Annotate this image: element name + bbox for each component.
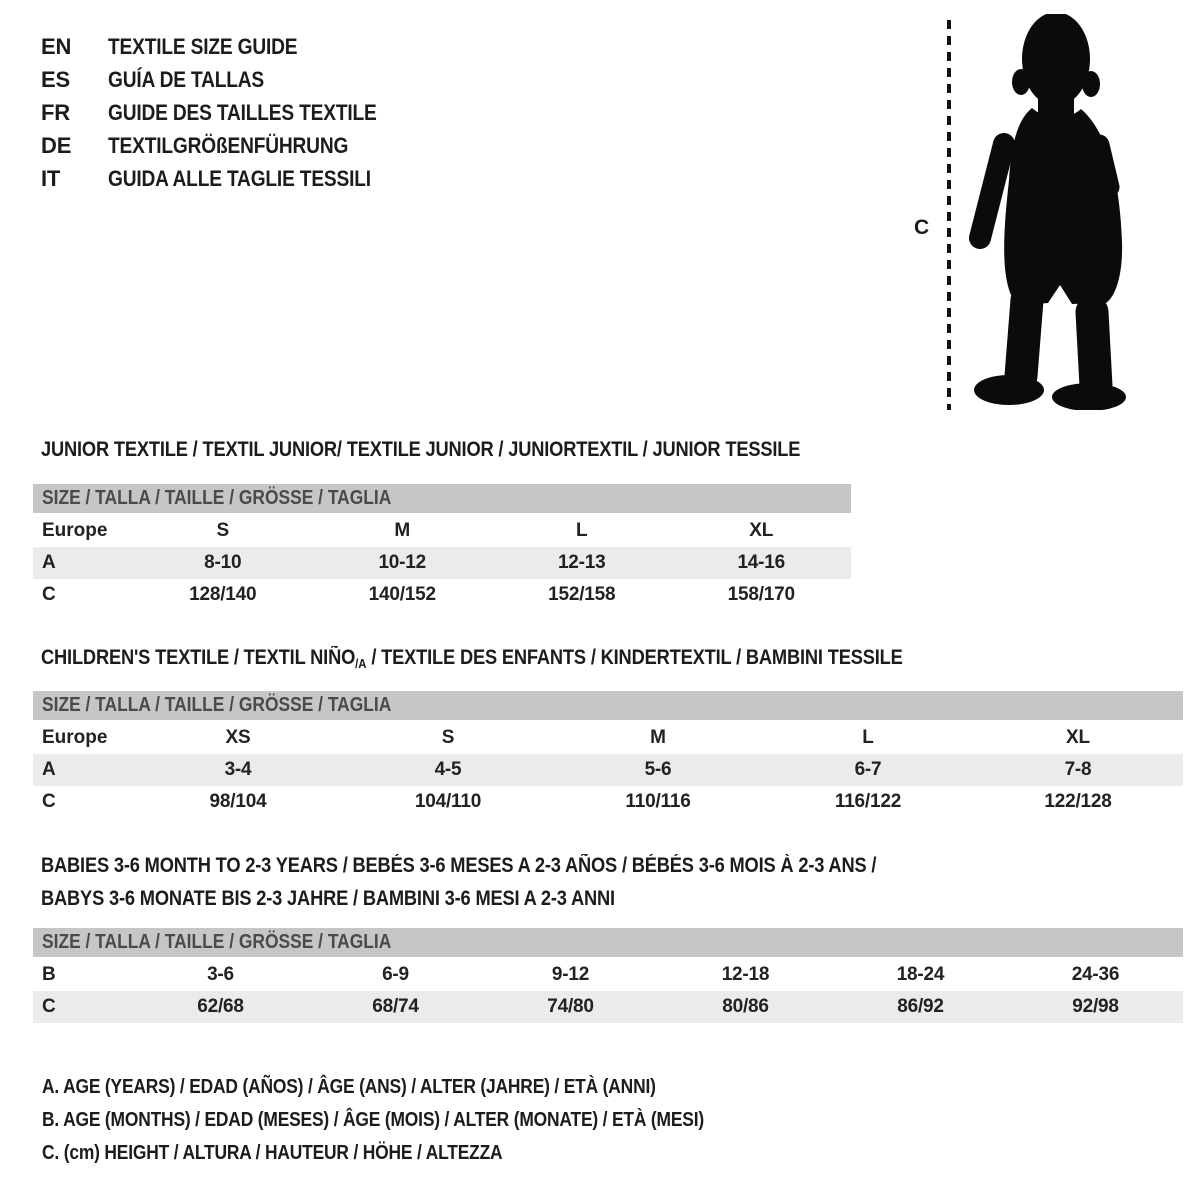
language-title: TEXTILGRÖßENFÜHRUNG: [108, 133, 349, 158]
size-cell: 86/92: [897, 996, 944, 1017]
size-cell: 80/86: [722, 996, 769, 1017]
babies-section-heading: BABIES 3-6 MONTH TO 2-3 YEARS / BEBÉS 3-6 MESES A 2-3 AÑOS / BÉBÉS 3-6 MOIS À 2-3 ANS / BABYS 3-6 MONATE BIS 2-3 JAHRE / BAMBINI 3-6 MESI A 2-3 ANNI: [41, 854, 877, 910]
language-code: IT: [41, 166, 61, 191]
height-measure-label: C: [914, 216, 930, 239]
size-cell: 122/128: [1044, 791, 1112, 812]
row-label: B: [42, 964, 56, 985]
size-cell: S: [441, 727, 455, 748]
language-title: TEXTILE SIZE GUIDE: [108, 34, 298, 59]
size-cell: XL: [749, 520, 774, 541]
size-header-bar: SIZE / TALLA / TAILLE / GRÖSSE / TAGLIA: [33, 928, 1183, 957]
language-row: [41, 162, 417, 195]
size-cell: 158/170: [727, 584, 795, 605]
legend-line-a: A. AGE (YEARS) / EDAD (AÑOS) / ÂGE (ANS) / ALTER (JAHRE) / ETÀ (ANNI): [42, 1076, 656, 1098]
size-cell: 3-4: [224, 759, 252, 780]
language-code: FR: [41, 100, 70, 125]
measurement-legend: [42, 1071, 803, 1170]
size-cell: 98/104: [209, 791, 267, 812]
language-row: [41, 129, 417, 162]
size-cell: 5-6: [644, 759, 672, 780]
table-row: [33, 991, 1183, 1023]
size-cell: 14-16: [737, 552, 786, 573]
size-cell: 18-24: [896, 964, 945, 985]
table-row: [33, 786, 1183, 818]
size-cell: L: [862, 727, 874, 748]
row-label: A: [42, 552, 56, 573]
size-cell: L: [576, 520, 588, 541]
size-cell: 24-36: [1071, 964, 1120, 985]
size-cell: 4-5: [434, 759, 462, 780]
size-cell: 6-7: [854, 759, 882, 780]
children-size-table: [33, 691, 1183, 818]
size-header-bar: SIZE / TALLA / TAILLE / GRÖSSE / TAGLIA: [33, 691, 1183, 720]
table-row: [33, 722, 1183, 754]
language-title: GUIDA ALLE TAGLIE TESSILI: [108, 166, 371, 191]
row-label: C: [42, 791, 56, 812]
toddler-silhouette-icon: [968, 14, 1140, 410]
row-label: Europe: [42, 520, 108, 541]
table-row: [33, 959, 1183, 991]
language-row: [41, 96, 417, 129]
size-cell: XS: [225, 727, 251, 748]
legend-line-b: B. AGE (MONTHS) / EDAD (MESES) / ÂGE (MOIS) / ALTER (MONATE) / ETÀ (MESI): [42, 1109, 705, 1131]
legend-line-c: C. (cm) HEIGHT / ALTURA / HAUTEUR / HÖHE / ALTEZZA: [42, 1142, 503, 1164]
size-cell: 128/140: [189, 584, 257, 605]
table-row: [33, 515, 851, 547]
nino-a-subscript: /A: [355, 656, 367, 671]
language-row: [41, 30, 417, 63]
size-cell: 6-9: [382, 964, 409, 985]
size-cell: 9-12: [551, 964, 590, 985]
size-cell: 10-12: [378, 552, 427, 573]
babies-size-table: [33, 928, 1183, 1023]
table-row: [33, 579, 851, 611]
language-code: DE: [41, 133, 72, 158]
size-cell: XL: [1066, 727, 1090, 748]
size-cell: S: [216, 520, 229, 541]
size-cell: 62/68: [197, 996, 244, 1017]
size-cell: 12-18: [721, 964, 770, 985]
children-section-heading: CHILDREN'S TEXTILE / TEXTIL NIÑO/A / TEXTILE DES ENFANTS / KINDERTEXTIL / BAMBINI TESSILE: [41, 646, 903, 671]
language-code: ES: [41, 67, 70, 92]
size-header-bar: SIZE / TALLA / TAILLE / GRÖSSE / TAGLIA: [33, 484, 851, 513]
size-cell: 104/110: [414, 791, 482, 812]
size-cell: 152/158: [548, 584, 616, 605]
size-cell: 92/98: [1072, 996, 1119, 1017]
size-cell: 116/122: [834, 791, 902, 812]
size-cell: 8-10: [204, 552, 242, 573]
language-title: GUÍA DE TALLAS: [108, 67, 265, 92]
language-row: [41, 63, 417, 96]
size-cell: 7-8: [1064, 759, 1092, 780]
language-title: GUIDE DES TAILLES TEXTILE: [108, 100, 377, 125]
row-label: A: [42, 759, 56, 780]
row-label: Europe: [42, 727, 108, 748]
language-list: [41, 30, 417, 195]
height-dashed-line: [947, 20, 951, 410]
size-cell: 12-13: [557, 552, 606, 573]
table-row: [33, 754, 1183, 786]
language-code: EN: [41, 34, 72, 59]
size-cell: M: [394, 520, 411, 541]
size-cell: 3-6: [207, 964, 234, 985]
size-cell: 74/80: [547, 996, 594, 1017]
size-cell: 140/152: [368, 584, 436, 605]
row-label: C: [42, 996, 56, 1017]
junior-section-heading: JUNIOR TEXTILE / TEXTIL JUNIOR/ TEXTILE JUNIOR / JUNIORTEXTIL / JUNIOR TESSILE: [41, 438, 801, 461]
size-cell: M: [650, 727, 666, 748]
size-cell: 68/74: [372, 996, 419, 1017]
junior-size-table: [33, 484, 851, 611]
size-cell: 110/116: [625, 791, 691, 812]
table-row: [33, 547, 851, 579]
row-label: C: [42, 584, 56, 605]
